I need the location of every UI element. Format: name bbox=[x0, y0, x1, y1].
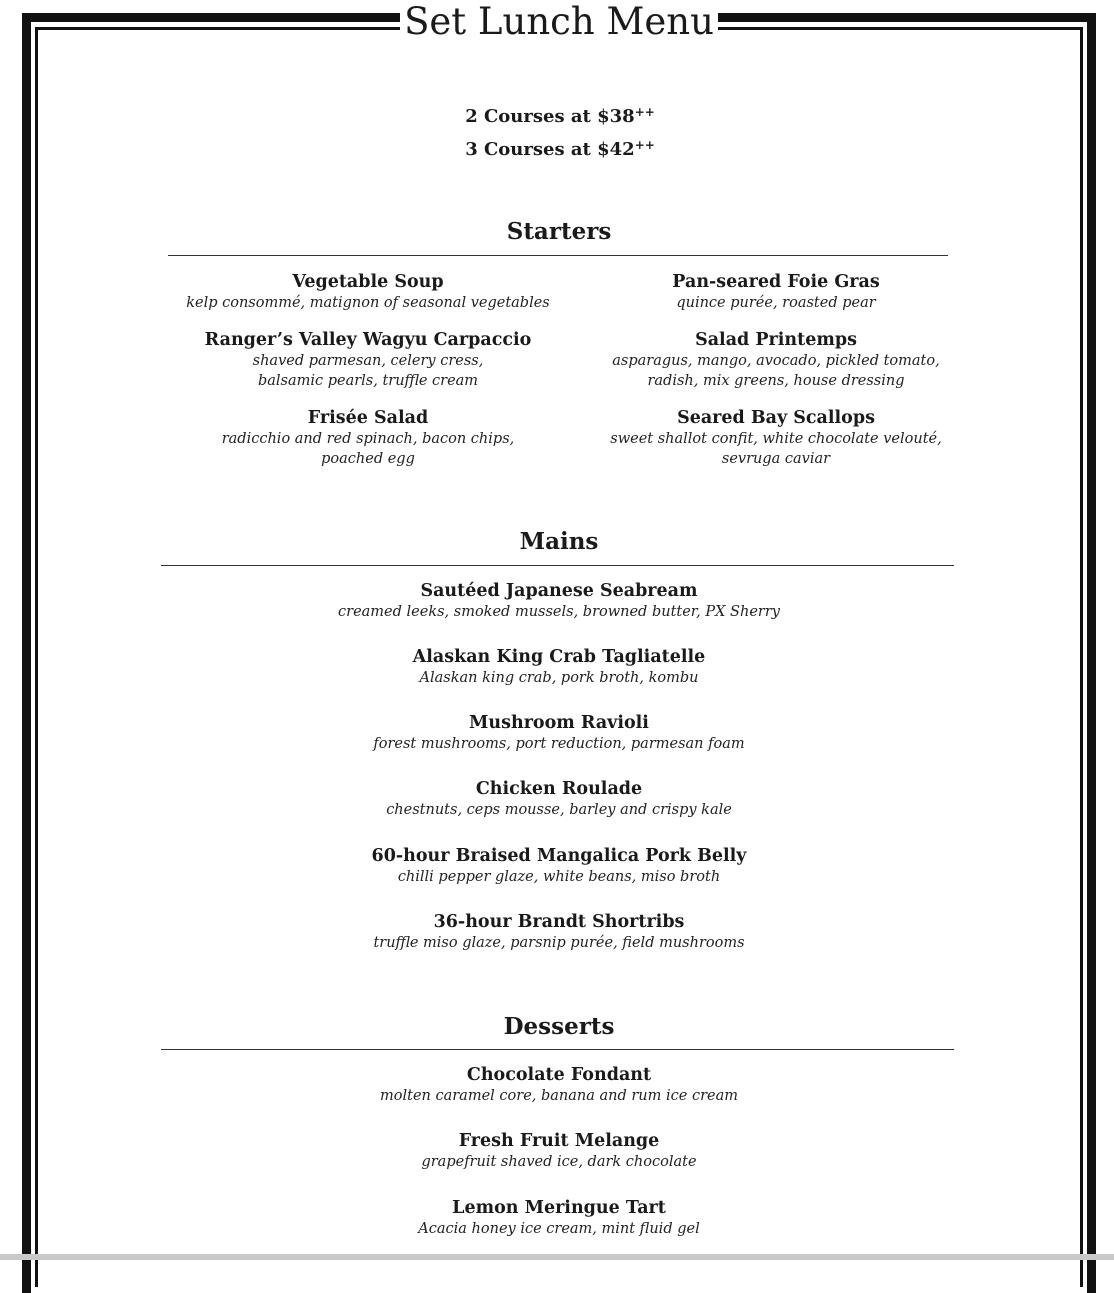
dish-name: Mushroom Ravioli bbox=[469, 713, 649, 733]
pricing-text: 2 Courses at $38 bbox=[465, 106, 635, 127]
dish-description: forest mushrooms, port reduction, parmesan foam bbox=[373, 736, 745, 752]
starter-item bbox=[576, 407, 976, 469]
pricing-suffix: ++ bbox=[634, 105, 655, 119]
main-item bbox=[160, 845, 958, 887]
dish-name: Lemon Meringue Tart bbox=[452, 1198, 666, 1218]
dish-name: Vegetable Soup bbox=[292, 272, 444, 292]
main-item bbox=[160, 646, 958, 688]
section-title-starters: Starters bbox=[506, 218, 612, 245]
dish-description: chilli pepper glaze, white beans, miso broth bbox=[397, 869, 721, 885]
main-item bbox=[160, 911, 958, 953]
main-item bbox=[160, 778, 958, 820]
page-bottom-edge bbox=[0, 1254, 1114, 1260]
starter-item bbox=[576, 329, 976, 391]
dessert-item bbox=[160, 1197, 958, 1239]
dish-description: molten caramel core, banana and rum ice cream bbox=[380, 1088, 738, 1104]
section-rule-starters bbox=[168, 255, 948, 256]
dish-description: grapefruit shaved ice, dark chocolate bbox=[421, 1154, 697, 1170]
dish-name: Frisée Salad bbox=[307, 408, 429, 428]
starter-item bbox=[168, 407, 568, 469]
dish-name: Seared Bay Scallops bbox=[677, 408, 875, 428]
dish-name: Sautéed Japanese Seabream bbox=[420, 581, 698, 601]
dish-description: truffle miso glaze, parsnip purée, field mushrooms bbox=[373, 935, 745, 951]
section-title-mains: Mains bbox=[519, 528, 599, 555]
dish-description: Acacia honey ice cream, mint fluid gel bbox=[418, 1221, 700, 1237]
dish-name: Ranger’s Valley Wagyu Carpaccio bbox=[204, 330, 532, 350]
pricing-line-2-courses bbox=[0, 98, 1114, 131]
starter-item bbox=[576, 271, 976, 313]
dessert-item bbox=[160, 1130, 958, 1172]
dish-description: sevruga caviar bbox=[721, 451, 831, 467]
pricing-text: 3 Courses at $42 bbox=[465, 139, 635, 160]
dish-name: Chicken Roulade bbox=[475, 779, 643, 799]
starter-item bbox=[168, 271, 568, 313]
dish-description: poached egg bbox=[321, 451, 415, 467]
dish-description: creamed leeks, smoked mussels, browned butter, PX Sherry bbox=[338, 604, 780, 620]
page-title: Set Lunch Menu bbox=[404, 0, 714, 43]
dish-description: kelp consommé, matignon of seasonal vegetables bbox=[186, 295, 550, 311]
main-item bbox=[160, 580, 958, 622]
dish-name: Alaskan King Crab Tagliatelle bbox=[412, 647, 706, 667]
dish-description: sweet shallot confit, white chocolate velouté, bbox=[610, 431, 942, 447]
starter-item bbox=[168, 329, 568, 391]
dish-description: quince purée, roasted pear bbox=[676, 295, 876, 311]
dish-name: Salad Printemps bbox=[695, 330, 857, 350]
dish-description: shaved parmesan, celery cress, bbox=[252, 353, 484, 369]
dish-description: balsamic pearls, truffle cream bbox=[257, 373, 479, 389]
dish-description: chestnuts, ceps mousse, barley and crispy kale bbox=[386, 802, 732, 818]
dish-name: Pan-seared Foie Gras bbox=[672, 272, 880, 292]
pricing-block bbox=[0, 98, 1114, 164]
dessert-item bbox=[160, 1064, 958, 1106]
dish-name: Fresh Fruit Melange bbox=[458, 1131, 660, 1151]
dish-description: Alaskan king crab, pork broth, kombu bbox=[419, 670, 699, 686]
pricing-suffix: ++ bbox=[634, 138, 655, 152]
dish-name: 60-hour Braised Mangalica Pork Belly bbox=[371, 846, 747, 866]
section-rule-desserts bbox=[161, 1049, 954, 1050]
section-title-desserts: Desserts bbox=[503, 1013, 615, 1040]
dish-description: radicchio and red spinach, bacon chips, bbox=[221, 431, 515, 447]
dish-name: 36-hour Brandt Shortribs bbox=[433, 912, 685, 932]
dish-name: Chocolate Fondant bbox=[466, 1065, 652, 1085]
dish-description: radish, mix greens, house dressing bbox=[647, 373, 905, 389]
main-item bbox=[160, 712, 958, 754]
pricing-line-3-courses bbox=[0, 131, 1114, 164]
dish-description: asparagus, mango, avocado, pickled tomato, bbox=[612, 353, 940, 369]
section-rule-mains bbox=[161, 565, 954, 566]
